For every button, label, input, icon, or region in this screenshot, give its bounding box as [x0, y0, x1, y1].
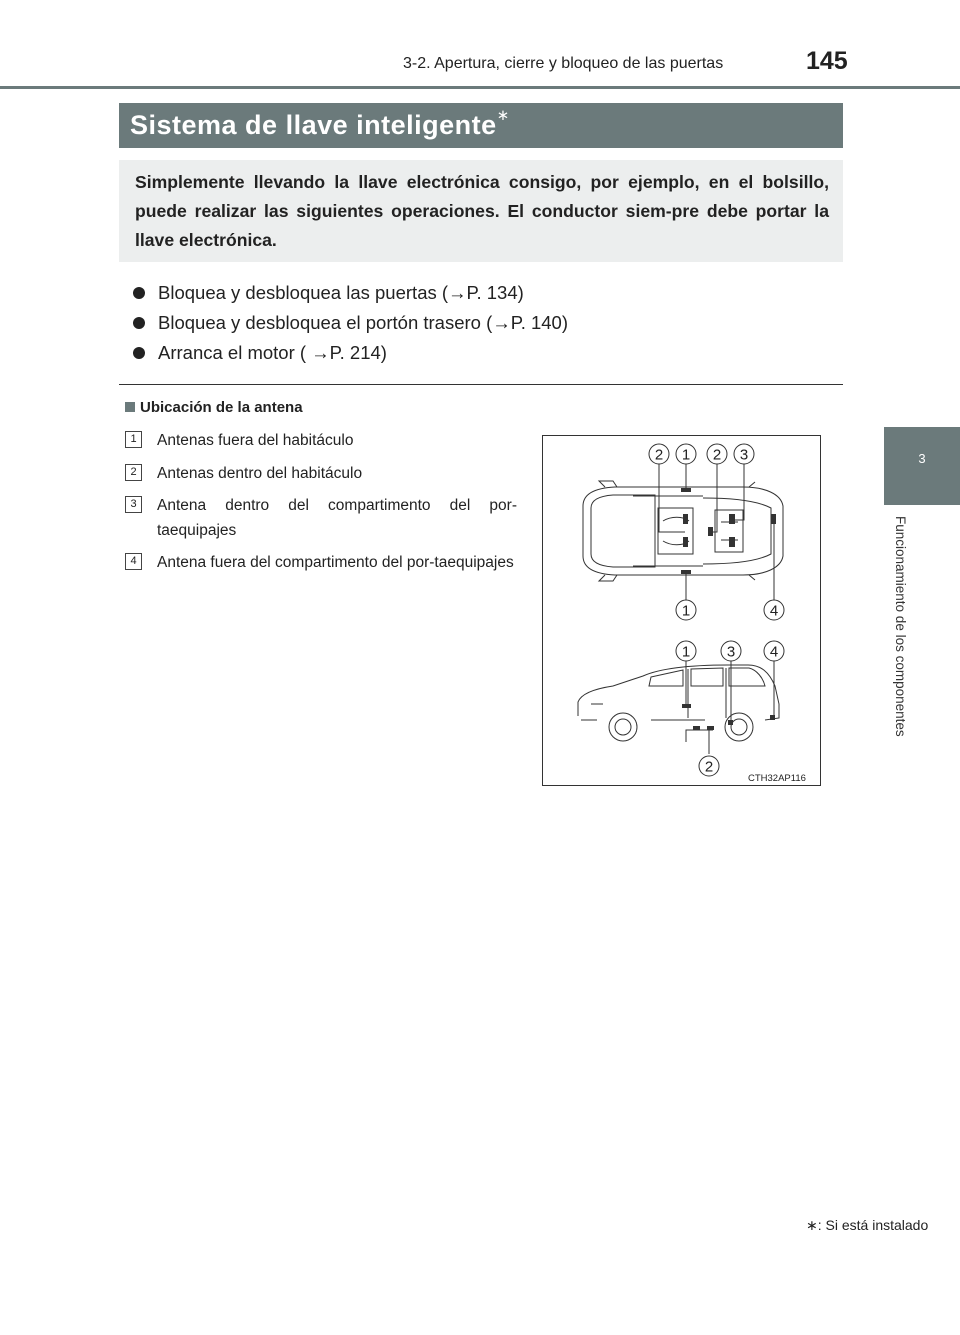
footnote: [806, 1217, 928, 1234]
antenna-heading-text: Ubicación de la antena: [140, 399, 303, 416]
bullet-dot-icon: [133, 317, 145, 329]
header-title: 3-2. Apertura, cierre y bloqueo de las puertas: [403, 55, 724, 72]
callout-label: 2: [712, 446, 722, 464]
callout-circle: [721, 641, 741, 661]
antenna-item-text: Antenas dentro del habitáculo: [157, 465, 363, 482]
chapter-side-label-text: Funcionamiento de los componentes: [893, 516, 908, 737]
header-divider: [0, 86, 960, 89]
callout-label: 3: [726, 643, 736, 661]
footnote-mark: ∗: [806, 1217, 818, 1233]
antenna-heading: [125, 399, 303, 416]
callout-circle: [649, 444, 669, 464]
callout-circle: [676, 641, 696, 661]
item-number-badge: 2: [125, 464, 142, 481]
antenna-item-text: Antena dentro del compartimento del por-taequipajes: [157, 497, 517, 539]
section-divider: [119, 384, 843, 385]
section-title: [130, 107, 510, 141]
callout-circle: [764, 641, 784, 661]
callout-label: 1: [681, 446, 691, 464]
antenna-item-text: Antena fuera del compartimento del por-taequipajes: [157, 554, 514, 571]
callout-circle: [707, 444, 727, 464]
callout-label: 1: [681, 602, 691, 620]
item-number-badge: 4: [125, 553, 142, 570]
page-number: 145: [806, 47, 848, 75]
chapter-tab: [884, 427, 960, 505]
bullet-text: Bloquea y desbloquea el portón trasero (→P. 140): [158, 312, 569, 333]
callout-circle: [676, 600, 696, 620]
chapter-tab-number: 3: [918, 451, 926, 466]
callout-label: 1: [681, 643, 691, 661]
bullet-item: [133, 312, 568, 334]
chapter-side-label: [832, 516, 960, 737]
intro-text: Simplemente llevando la llave electrónica consigo, por ejemplo, en el bolsillo, puede realizar las siguientes operaciones. El conductor siem-pre debe portar la llave electrónica.: [135, 172, 829, 250]
callout-circle: [699, 756, 719, 776]
car-top-view: [583, 481, 783, 581]
callout-circle: [764, 600, 784, 620]
bullet-item: [133, 282, 524, 304]
diagram-code: CTH32AP116: [748, 773, 806, 784]
callout-label: 4: [769, 643, 779, 661]
section-title-text: Sistema de llave inteligente: [130, 110, 497, 140]
bullet-dot-icon: [133, 347, 145, 359]
bullet-text: Bloquea y desbloquea las puertas (→P. 134): [158, 282, 524, 303]
callout-label: 3: [739, 446, 749, 464]
item-number-badge: 3: [125, 496, 142, 513]
bullet-dot-icon: [133, 287, 145, 299]
square-bullet-icon: [125, 402, 135, 412]
section-title-mark: ∗: [496, 107, 510, 124]
footnote-text: : Si está instalado: [817, 1217, 929, 1233]
car-side-view: [578, 665, 779, 741]
callout-circle: [676, 444, 696, 464]
callout-label: 2: [704, 758, 714, 776]
callout-label: 2: [654, 446, 664, 464]
item-number-badge: 1: [125, 431, 142, 448]
antenna-diagram: [542, 435, 821, 786]
bullet-item: [133, 342, 387, 364]
bullet-text: Arranca el motor ( →P. 214): [158, 342, 387, 363]
antenna-item-text: Antenas fuera del habitáculo: [157, 432, 354, 449]
callout-label: 4: [769, 602, 779, 620]
callout-circle: [734, 444, 754, 464]
